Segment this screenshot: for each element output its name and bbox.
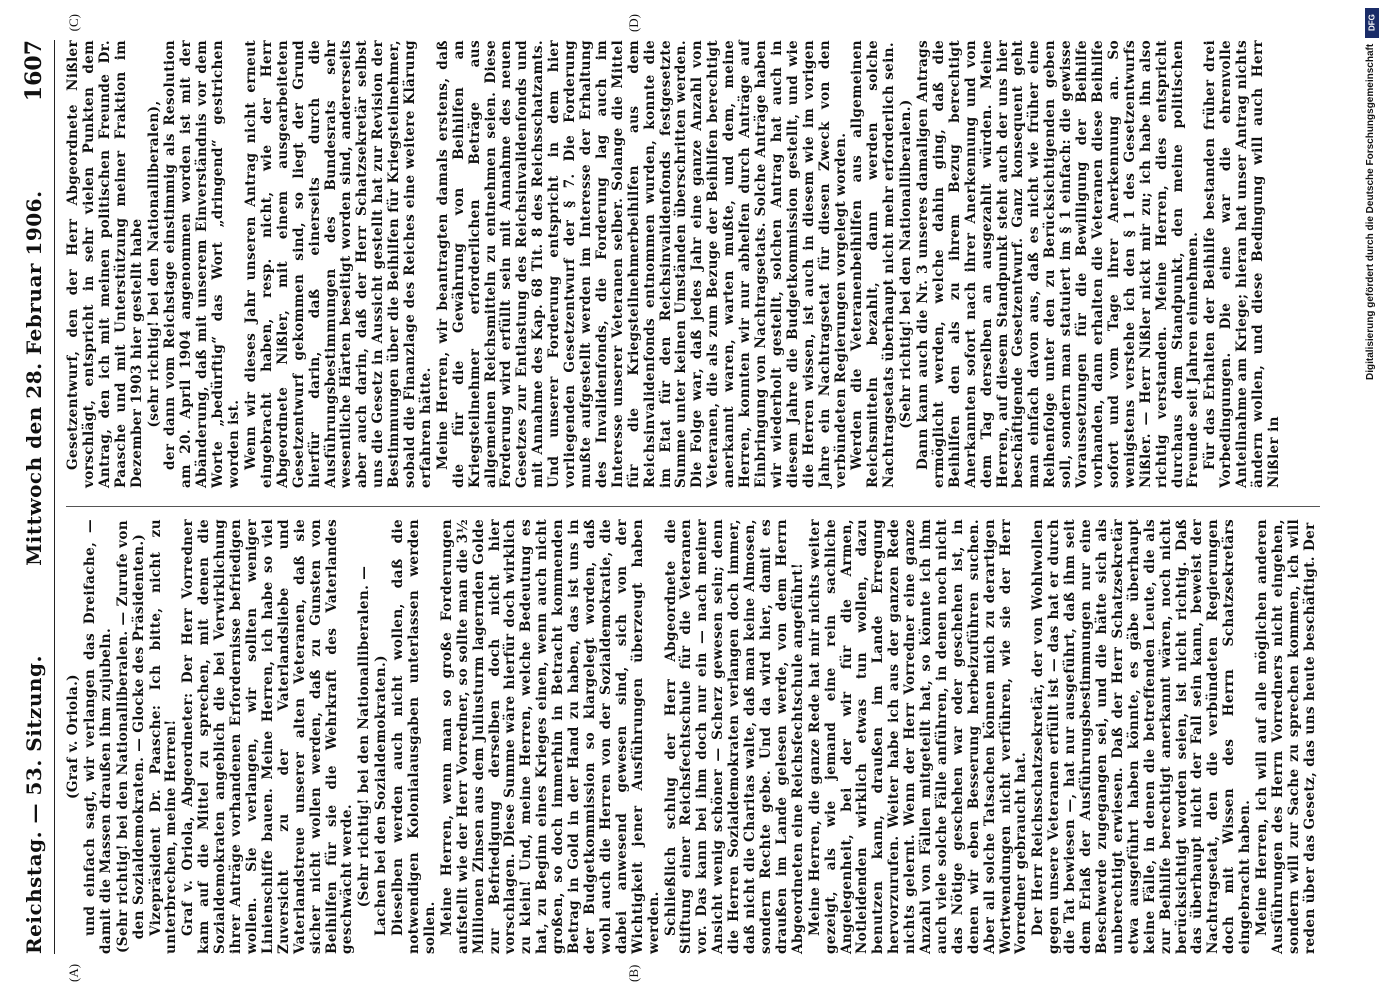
header-center: Mittwoch den 28. Februar 1906.: [22, 190, 46, 566]
digitization-credit: Digitalisierung gefördert durch die Deutsche Forschungsgemeinschaft: [1365, 44, 1376, 381]
header-left: Reichstag. — 53. Sitzung.: [22, 655, 46, 954]
paragraph: Gesetzentwurf, den der Herr Abgeordnete Nißler vorschlägt, entspricht in sehr vielen Punkten dem Antrag, den ich mit meinen politischen Freunde Dr. Paasche und mit Unterstützung meiner Fraktion im Dezember 1903 hier gestellt habe: [65, 40, 145, 488]
margin-marker-c: (C): [66, 14, 81, 32]
page-header: [14, 40, 55, 954]
paragraph: (Sehr richtig! bei den Nationalliberalen. —: [356, 565, 373, 908]
margin-marker-d: (D): [626, 14, 641, 33]
digitization-credit-bar: [1363, 8, 1381, 998]
paragraph: Schließlich schlug der Herr Abgeordnete die Stiftung einer Reichsfechtschule für die Veteranen vor. Das kann bei ihm doch nur ein — nach meiner Ansicht wenig schöner — Scherz gewesen sein; denn die Herren Sozialdemokraten verlangen doch immer, daß nicht die Charitas walte, daß man keine Almosen, sondern Rechte gebe. Und da wird hier, damit es draußen im Lande gelesen werde, von dem Herrn Abgeordneten eine Reichsfechtschule angeführt!: [662, 519, 806, 954]
text-columns: [65, 14, 1318, 982]
paragraph: (Sehr richtig! bei den Nationalliberalen. — Zurufe von den Sozialdemokraten. — Glocke des Präsidenten.): [114, 520, 147, 953]
paragraph: (sehr richtig! bei den Nationalliberalen),: [145, 100, 162, 428]
paragraph: der dann vom Reichstage einstimmig als Resolution am 20. April 1904 angenommen worden ist mit der Abänderung, daß mit unserem Einverständnis vor dem Worte „bedürftig“ das Wort „dringend“ gestrichen worden ist.: [162, 40, 243, 488]
document-page: [8, 10, 1338, 990]
paragraph: Der Herr Reichsschatzsekretär, der von Wohlwollen gegen unsere Veteranen erfüllt ist — das hat er durch die Tat bewiesen —, hat nur ausgeführt, daß ihm seit dem Erlaß der Ausführungsbestimmungen nur eine Beschwerde zugegangen sei, und die hätte sich als unberechtigt erwiesen. Daß der Herr Schatzsekretär etwa ausgeführt haben könnte, es gäbe überhaupt keine Fälle, in denen die betreffenden Leute, die als zur Beihilfe berechtigt anerkannt wären, noch nicht berücksichtigt worden seien, ist nicht richtig. Daß das überhaupt nicht der Fall sein kann, beweist der Nachtragsetat, den die verbündeten Regierungen doch mit Wissen des Herrn Schatzsekretärs eingebracht haben.: [1030, 519, 1254, 954]
paragraph: Dieselben werden auch nicht wollen, daß die notwendigen Kolonialausgaben unterlassen werden sollen.: [390, 519, 438, 954]
right-column: [65, 14, 1320, 488]
paragraph: Werden die Veteranenbeihilfen aus allgemeinen Reichsmitteln bezahlt, dann werden solche Nachtragsetats überhaupt nicht mehr erforderlich sein.: [849, 40, 898, 488]
paragraph: Graf v. Oriola, Abgeordneter: Der Herr Vorredner kam auf die Mittel zu sprechen, mit denen die Sozialdemokraten angeblich die bei Verwirklichung ihrer Anträge vorhandenen Erfordernisse befriedigen wollen. Sie verlangen, wir sollten weniger Linienschiffe bauen. Meine Herren, ich habe so viel Zuversicht zu der Vaterlandsliebe und Vaterlandstreue unserer alten Veteranen, daß sie sicher nicht wollen werden, daß zu Gunsten von Beihilfen für sie die Wehrkraft des Vaterlandes geschwächt werde.: [180, 519, 356, 954]
margin-marker-b: (B): [626, 964, 641, 982]
paragraph: Lachen bei den Sozialdemokraten.): [373, 655, 390, 936]
paragraph: Meine Herren, wir beantragten damals erstens, daß die für die Gewährung von Beihilfen an Kriegsteilnehmer erforderlichen Beträge aus allgemeinen Reichsmitteln zu entnehmen seien. Diese Forderung wird erfüllt sein mit Annahme des neuen Gesetzes zur Entlastung des Reichsinvalidenfonds und mit Annahme des Kap. 68 Tit. 8 des Reichsschatzamts. Und unserer Forderung entspricht in dem hier vorliegenden Gesetzentwurf der § 7. Die Forderung mußte aufgestellt werden im Interesse der Erhaltung des Invalidenfonds, die Forderung lag auch im Interesse unserer Veteranen selber. Solange die Mittel für die Kriegsteilnehmerbeihilfen aus dem Reichsinvalidenfonds entnommen wurden, konnte die im Etat für den Reichsinvalidenfonds festgesetzte Summe unter keinen Umständen überschritten werden. Die Folge war, daß jedes Jahr eine ganze Anzahl von Veteranen, die als zum Bezuge der Beihilfen berechtigt anerkannt waren, warten mußte, und dem, meine Herren, konnten wir nur abhelfen durch Anträge auf Einbringung von Nachtragsetats. Solche Anträge haben wir wiederholt gestellt, solchen Antrag hat auch in diesem Jahre die Budgetkommission gestellt, und wie die Herren wissen, ist auch in diesem wie im vorigen Jahre ein Nachtragsetat für diesen Zweck von den verbündeten Regierungen vorgelegt worden.: [434, 40, 849, 488]
paragraph: (Graf v. Oriola.): [65, 674, 81, 799]
left-column: [65, 506, 1320, 982]
page-number: 1607: [21, 40, 47, 102]
paragraph: Dann kann auch die Nr. 3 unseres damaligen Antrags ermöglicht werden, welche dahin ging, daß die Beihilfen den als zu ihrem Bezug berechtigt Anerkannten sofort nach ihrer Anerkennung und von dem Tag derselben an ausgezahlt würden. Meine Herren, auf diesem Standpunkt steht auch der uns hier beschäftigende Gesetzentwurf. Ganz konsequent geht man einfach davon aus, daß es nicht wie früher eine Reihenfolge unter den zu Berücksichtigenden geben soll, sondern man statuiert im § 1 einfach: die gewisse Voraussetzungen für die Bewilligung der Beihilfe vorhanden, dann erhalten die Veteranen diese Beihilfe sofort und vom Tage ihrer Anerkennung an. So wenigstens verstehe ich den § 1 des Gesetzentwurfs Nißler. — Herr Nißler nickt mir zu; ich habe ihn also richtig verstanden. Meine Herren, dies entspricht durchaus dem Standpunkt, den meine politischen Freunde seit Jahren einnehmen.: [915, 40, 1202, 488]
paragraph: (Sehr richtig! bei den Nationalliberalen.): [898, 99, 915, 429]
paragraph: Für das Erhalten der Beihilfe bestanden früher drei Vorbedingungen. Die eine war die ehrenvolle Anteilnahme am Kriege; hieran hat unser Antrag nichts ändern wollen, und diese Bedingung will auch Herr Nißler in: [1202, 40, 1282, 488]
paragraph: Meine Herren, die ganze Rede hat mir nichts weiter gezeigt, als wie jemand eine rein sachliche Angelegenheit, bei der wir für die Armen, Notleidenden wirklich etwas tun wollen, dazu benutzen kann, draußen im Lande Erregung hervorzurufen. Weiter habe ich aus der ganzen Rede nichts gelernt. Wenn der Herr Vorredner eine ganze Anzahl von Fällen mitgeteilt hat, so könnte ich ihm auch viele solche Fälle anführen, in denen noch nicht das Nötige geschehen war oder geschehen ist, in denen wir eben Besserung herbeizuführen suchen. Aber all solche Tatsachen können mich zu derartigen Wortwendungen nicht verführen, wie sie der Herr Vorredner gebraucht hat.: [806, 519, 1030, 954]
paragraph: Wenn wir dieses Jahr unseren Antrag nicht erneut eingebracht haben, resp. nicht, wie der Herr Abgeordnete Nißler, mit einem ausgearbeiteten Gesetzentwurf gekommen sind, so liegt der Grund hierfür darin, daß einerseits durch die Ausführungsbestimmungen des Bundesrats sehr wesentliche Härten beseitigt worden sind, andererseits aber auch darin, daß der Herr Schatzsekretär selbst uns die Gesetz in Aussicht gestellt hat zur Revision der Bestimmungen über die Beihilfen für Kriegsteilnehmer, sobald die Finanzlage des Reiches eine weitere Klärung erfahren hätte.: [242, 40, 434, 488]
paragraph: Meine Herren, wenn man so große Forderungen aufstellt wie der Herr Vorredner, so sollte man die 3½ Millionen Zinsen aus dem Juliusturm lagernden Golde zur Befriedigung derselben doch nicht hier vorschlagen. Diese Summe wäre hierfür doch wirklich zu klein! Und, meine Herren, welche Bedeutung es hat, zu Beginn eines Krieges einen, wenn auch nicht großen, so doch immerhin in Betracht kommenden Betrag in Gold in der Hand zu haben, das ist uns in der Budgetkommission so klargelegt worden, daß wohl auch die Herren von der Sozialdemokratie, die dabei anwesend gewesen sind, sich von der Wichtigkeit jener Ausführungen überzeugt haben werden.: [438, 519, 662, 954]
paragraph: und einfach sagt, wir verlangen das Dreifache, — damit die Massen draußen ihm zujubeln.: [81, 519, 114, 954]
dfg-logo: DFG: [1365, 8, 1379, 38]
margin-marker-a: (A): [66, 963, 81, 982]
paragraph: Vizepräsident Dr. Paasche: Ich bitte, nicht zu unterbrechen, meine Herren!: [147, 519, 180, 954]
paragraph: Meine Herren, ich will auf alle möglichen anderen Ausführungen des Herrn Vorredners nicht eingehen, sondern will zur Sache zu sprechen kommen, ich will reden über das Gesetz, das uns heute beschäftigt. Der: [1254, 519, 1318, 954]
